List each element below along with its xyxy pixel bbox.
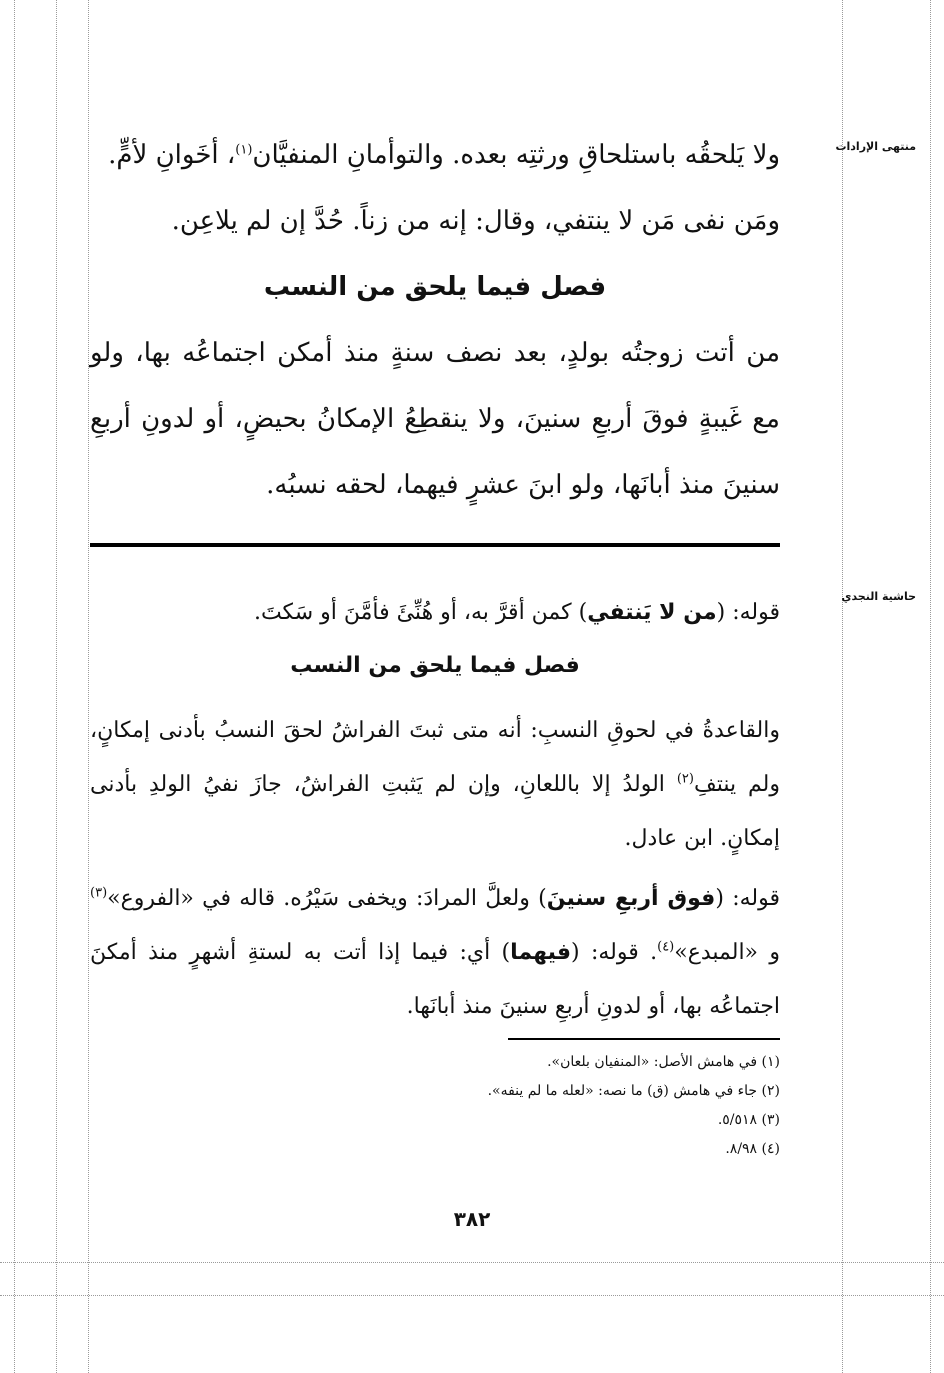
scan-guide-line [88,0,89,1373]
footnote-ref: (٢) [676,771,694,787]
scan-guide-line [0,1295,944,1296]
matn-line-1: ولا يَلحقُه باستلحاقِ ورثتِه بعده. والتوأمانِ المنفيَّان$^{(١)}$، أخَوانِ لأمٍّ. [108,140,780,170]
side-label-hashia: حاشية النجدي [841,590,916,603]
footnote-ref: (٤) [657,939,675,955]
footnote-ref: (١) [235,142,253,158]
footnote-divider [508,1038,780,1040]
side-label-matn: منتهى الإرادات [835,140,916,153]
footnote-4: (٤) ٨/٩٨. [725,1141,780,1157]
footnotes [90,1048,780,1164]
hashia-heading: فصل فيما يلحق من النسب [290,653,580,678]
footnote-2: (٢) جاء في هامش (ق) ما نصه: «لعله ما لم ينفه». [487,1083,780,1099]
scan-guide-line [930,0,931,1373]
scan-guide-line [842,0,843,1373]
scan-guide-line [0,1262,944,1263]
matn-heading: فصل فيما يلحق من النسب [263,272,607,302]
footnote-3: (٣) ٥/٥١٨. [717,1112,780,1128]
footnote-1: (١) في هامش الأصل: «المنفيان بلعان». [547,1054,780,1070]
page-number: ٣٨٢ [453,1207,491,1231]
footnote-ref: (٣) [90,885,108,901]
hashia-paragraph-1: قوله: (من لا يَنتفي) كمن أقرَّ به، أو هُنِّئَ فأمَّنَ أو سَكتَ. [253,600,780,625]
hashia-paragraph-2: والقاعدةُ في لحوقِ النسبِ: أنه متى ثبتَ الفراشُ لحقَ النسبُ بأدنى إمكانٍ، ولم ينتفِ$^{(٢)}$ الولدُ إلا باللعانِ، وإن لم يَثبتِ الفراشُ، جازَ نفيُ الولدِ بأدنى إمكانٍ. ابن عادل. [90,718,780,851]
matn-section [90,122,780,518]
section-divider [90,543,780,547]
matn-line-2: ومَن نفى مَن لا ينتفي، وقال: إنه من زناً. حُدَّ إن لم يلاعِن. [171,206,780,236]
scan-guide-line [14,0,15,1373]
scan-guide-line [56,0,57,1373]
hashia-section [90,586,780,1034]
hashia-paragraph-3: قوله: (فوق أربعِ سنينَ) ولعلَّ المرادَ: ويخفى سَيْرُه. قاله في «الفروع»$^{(٣)}$ و «المبدع»$^{(٤)}$. قوله: (فيهما) أي: فيما إذا أتت به لستةِ أشهرٍ منذ أمكنَ اجتماعُه بها، أو لدونِ أربعِ سنينَ منذ أبانَها. [90,885,780,1019]
matn-paragraph: من أتت زوجتُه بولدٍ، بعد نصف سنةٍ منذ أمكن اجتماعُه بها، ولو مع غَيبةٍ فوقَ أربعِ سنينَ، ولا ينقطِعُ الإمكانُ بحيضٍ، أو لدونِ أربعِ سنينَ منذ أبانَها، ولو ابنَ عشرٍ فيهما، لحقه نسبُه. [90,338,780,500]
